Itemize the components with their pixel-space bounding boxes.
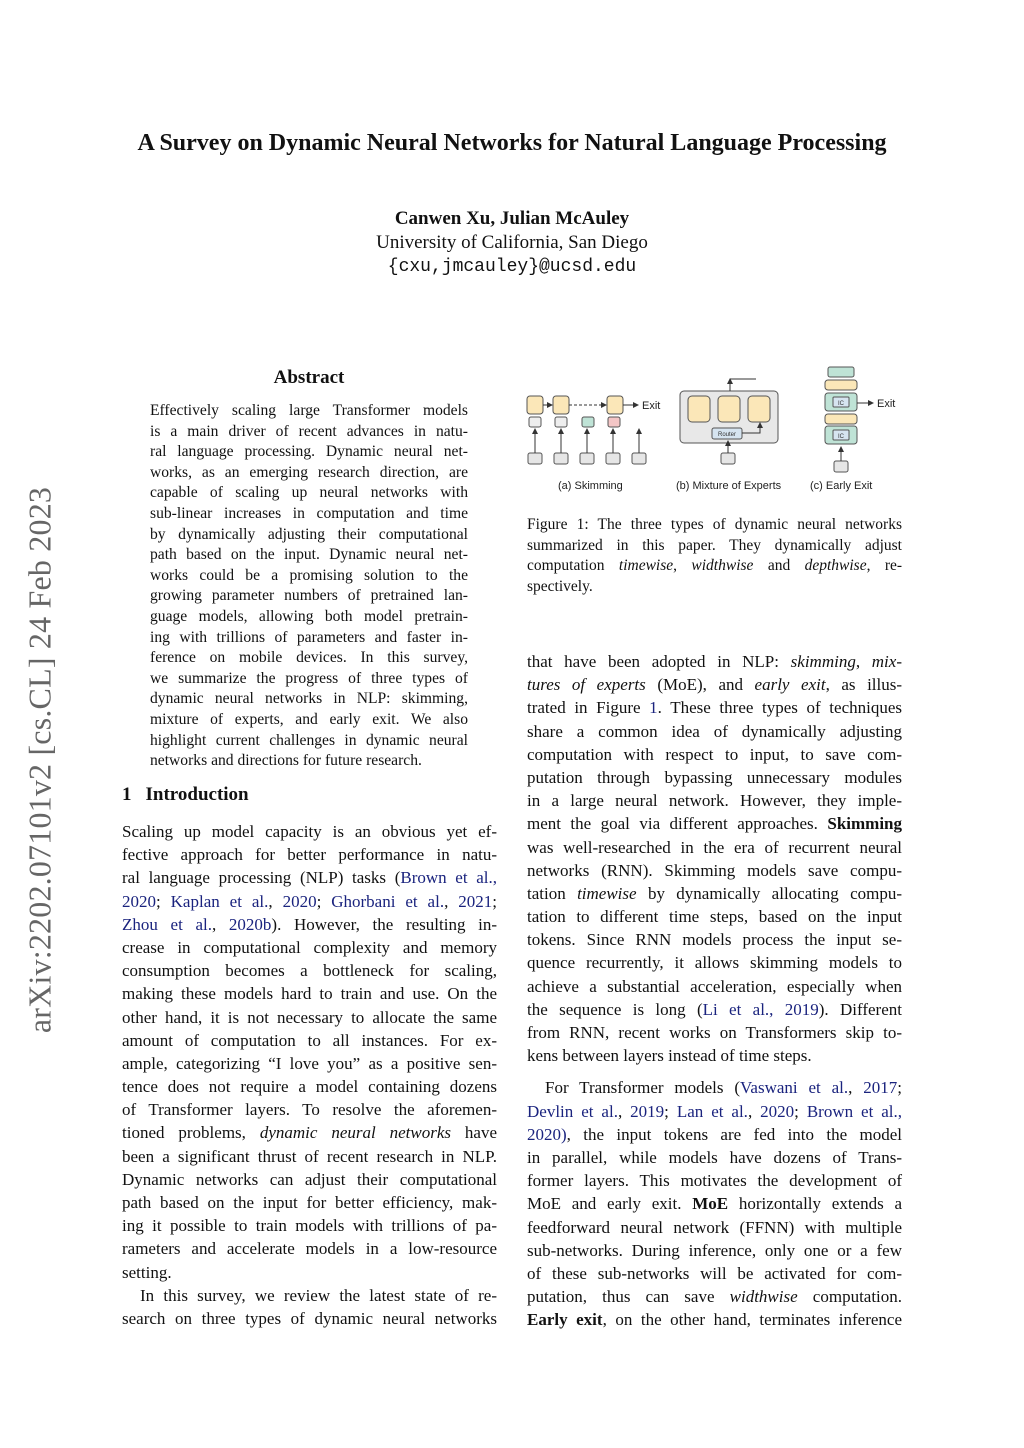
text-line: setting. xyxy=(122,1262,172,1282)
exit-label: Exit xyxy=(877,398,896,410)
abstract-line: path based on the input. Dynamic neural net- xyxy=(150,546,468,564)
abstract-line: growing parameter numbers of pretrained lan- xyxy=(150,587,468,605)
text-line: consumption becomes a bottleneck for scaling, xyxy=(122,961,497,981)
citation-link[interactable]: Devlin et al. xyxy=(527,1101,618,1121)
text-line: of Transformer layers. To resolve the aforemen- xyxy=(122,1100,497,1120)
ic-label: IC xyxy=(838,401,844,407)
citation-link[interactable]: Lan et al. xyxy=(676,1101,748,1121)
ic-label: IC xyxy=(838,434,844,440)
abstract-line: is a main driver of recent advances in natu- xyxy=(150,422,468,440)
text-line: ample, categorizing “I love you” as a positive sen- xyxy=(122,1053,497,1073)
text-line: putation through bypassing unnecessary modules xyxy=(527,767,902,787)
text-line: sub-networks. During inference, only one or a few xyxy=(527,1240,902,1260)
abstract-line: ing with trillions of parameters and faster in- xyxy=(150,628,468,646)
abstract-line: ference on mobile devices. In this survey, xyxy=(150,649,468,667)
text-line: Early exit, on the other hand, terminates inference xyxy=(527,1310,902,1330)
citation-link[interactable]: 2020) xyxy=(527,1124,567,1144)
authors: Canwen Xu, Julian McAuley xyxy=(394,208,630,229)
caption-line: spectively. xyxy=(527,577,593,595)
text-line: 2020; Kaplan et al., 2020; Ghorbani et al., 2021; xyxy=(122,891,498,911)
abstract-line: by dynamically adjusting their computational xyxy=(150,525,468,543)
text-line: Dynamic networks can adjust their computational xyxy=(122,1169,497,1189)
abstract-line: Effectively scaling large Transformer models xyxy=(150,402,468,419)
figure-1-diagram xyxy=(520,363,910,503)
text-line: quence recurrently, it allows skimming models to xyxy=(527,953,902,973)
section-heading-introduction: 1 Introduction xyxy=(122,784,249,805)
citation-link[interactable]: 2020 xyxy=(760,1101,795,1121)
text-line: tokens. Since RNN models process the input se- xyxy=(527,930,902,950)
subfigure-label-skimming: (a) Skimming xyxy=(558,480,623,492)
abstract-line: sub-linear increases in computation and time xyxy=(150,504,468,522)
abstract-line: guage models, allowing both model pretrain- xyxy=(150,607,468,625)
text-line: For Transformer models (Vaswani et al., 2017; xyxy=(545,1078,903,1098)
citation-link[interactable]: Vaswani et al. xyxy=(740,1078,849,1098)
text-line: the sequence is long (Li et al., 2019). Different xyxy=(527,999,902,1019)
text-line: networks (RNN). Skimming models save compu- xyxy=(527,860,902,880)
text-line: amount of computation to all instances. For ex- xyxy=(122,1030,497,1050)
citation-link[interactable]: 2019 xyxy=(630,1101,665,1121)
citation-link[interactable]: Brown et al., xyxy=(400,868,497,888)
subfigure-label-moe: (b) Mixture of Experts xyxy=(676,480,782,492)
abstract-line: we summarize the progress of three types of xyxy=(150,669,468,687)
text-line: Zhou et al., 2020b). However, the resulting in- xyxy=(122,914,498,934)
text-line: tures of experts (MoE), and early exit, as illus- xyxy=(527,675,903,695)
text-line: ral language processing (NLP) tasks (Brown et al., xyxy=(122,868,497,888)
caption-line: computation timewise, widthwise and depthwise, re- xyxy=(527,557,903,575)
text-line: trated in Figure 1. These three types of techniques xyxy=(527,698,903,718)
right-column-text xyxy=(527,650,902,1331)
text-line: from RNN, recent works on Transformers skip to- xyxy=(527,1023,902,1042)
text-line: rameters and accelerate models in a low-resource xyxy=(122,1239,497,1259)
abstract-line: dynamic neural networks in NLP: skimming, xyxy=(150,690,468,708)
early-exit-panel xyxy=(810,367,895,492)
text-line: in parallel, while models have dozens of Trans- xyxy=(527,1147,902,1167)
text-line: MoE and early exit. MoE horizontally extends a xyxy=(527,1194,903,1214)
text-line: former layers. This motivates the development of xyxy=(527,1171,902,1191)
caption-line: Figure 1: The three types of dynamic neural networks xyxy=(527,516,902,533)
text-line: of these sub-networks will be activated for com- xyxy=(527,1263,902,1283)
abstract-line: highlight current challenges in dynamic neural xyxy=(150,731,468,749)
exit-label: Exit xyxy=(642,400,661,412)
abstract-heading: Abstract xyxy=(273,367,345,388)
text-line: Devlin et al., 2019; Lan et al., 2020; Brown et al., xyxy=(527,1101,903,1121)
text-line: making these models hard to train and use. On the xyxy=(122,984,497,1004)
citation-link[interactable]: Kaplan et al. xyxy=(170,891,269,911)
abstract-line: networks and directions for future research. xyxy=(150,752,422,770)
text-line: achieve a substantial acceleration, especially when xyxy=(527,976,902,996)
text-line: 2020), the input tokens are fed into the model xyxy=(527,1124,902,1144)
text-line: tioned problems, dynamic neural networks have xyxy=(122,1123,497,1143)
citation-link[interactable]: 2020 xyxy=(282,891,317,911)
text-line: was well-researched in the era of recurrent neural xyxy=(527,837,902,857)
citation-link[interactable]: 2017 xyxy=(863,1078,898,1098)
citation-link[interactable]: Brown et al., xyxy=(806,1101,903,1121)
abstract-line: works could be a promising solution to the xyxy=(150,566,468,584)
subfigure-label-early-exit: (c) Early Exit xyxy=(810,480,873,492)
text-line: crease in computational complexity and memory xyxy=(122,937,497,957)
text-line: tence does not require a model containing dozens xyxy=(122,1077,497,1097)
affiliation: University of California, San Diego xyxy=(376,232,648,253)
left-column-text xyxy=(122,820,497,1330)
text-line: in a large neural network. However, they imple- xyxy=(527,791,902,811)
text-line: putation, thus can save widthwise computation. xyxy=(527,1287,903,1307)
text-line: ment the goal via different approaches. Skimming xyxy=(527,814,902,834)
text-line: feedforward neural network (FFNN) with multiple xyxy=(527,1217,902,1237)
email: {cxu,jmcauley}@ucsd.edu xyxy=(387,257,637,277)
text-line: path based on the input for better efficiency, mak- xyxy=(122,1193,497,1212)
text-line: Scaling up model capacity is an obvious yet ef- xyxy=(122,822,497,841)
citation-link[interactable]: 2020 xyxy=(122,891,156,911)
citation-link[interactable]: Li et al., 2019 xyxy=(702,999,819,1019)
text-line: computation with respect to input, to save com- xyxy=(527,744,902,764)
moe-panel xyxy=(676,379,782,492)
citation-link[interactable]: Zhou et al. xyxy=(122,914,212,934)
figure-reference-link[interactable]: 1 xyxy=(649,698,658,718)
router-label: Router xyxy=(717,432,737,438)
abstract-body xyxy=(150,401,468,772)
text-line: tation to different time steps, based on the input xyxy=(527,907,902,927)
text-line: search on three types of dynamic neural networks xyxy=(122,1308,497,1328)
text-line: kens between layers instead of time steps. xyxy=(527,1046,812,1066)
caption-line: summarized in this paper. They dynamically adjust xyxy=(527,536,902,554)
abstract-line: mixture of experts, and early exit. We also xyxy=(150,710,468,728)
arxiv-identifier: arXiv:2202.07101v2 [cs.CL] 24 Feb 2023 xyxy=(21,486,58,1034)
citation-link[interactable]: Ghorbani et al. xyxy=(331,891,445,911)
text-line: been a significant thrust of recent research in NLP. xyxy=(122,1146,497,1166)
text-line: ing it possible to train models with trillions of pa- xyxy=(122,1216,497,1236)
text-line: tation timewise by dynamically allocating compu- xyxy=(527,883,902,903)
abstract-line: capable of scaling up neural networks with xyxy=(150,484,468,502)
skimming-panel xyxy=(527,396,660,492)
abstract-line: ral language processing. Dynamic neural net- xyxy=(150,443,468,461)
text-line: fective approach for better performance in natu- xyxy=(122,845,497,865)
text-line: that have been adopted in NLP: skimming, mix- xyxy=(527,652,902,671)
text-line: other hand, it is not necessary to allocate the same xyxy=(122,1007,497,1027)
text-line: share a common idea of dynamically adjusting xyxy=(527,721,902,741)
text-line: In this survey, we review the latest state of re- xyxy=(140,1285,497,1305)
paper-title: A Survey on Dynamic Neural Networks for Natural Language Processing xyxy=(137,130,887,156)
figure-caption xyxy=(527,515,902,597)
citation-link[interactable]: 2020b xyxy=(228,914,272,934)
citation-link[interactable]: 2021 xyxy=(458,891,493,911)
abstract-line: works, as an emerging research direction, are xyxy=(150,463,468,481)
